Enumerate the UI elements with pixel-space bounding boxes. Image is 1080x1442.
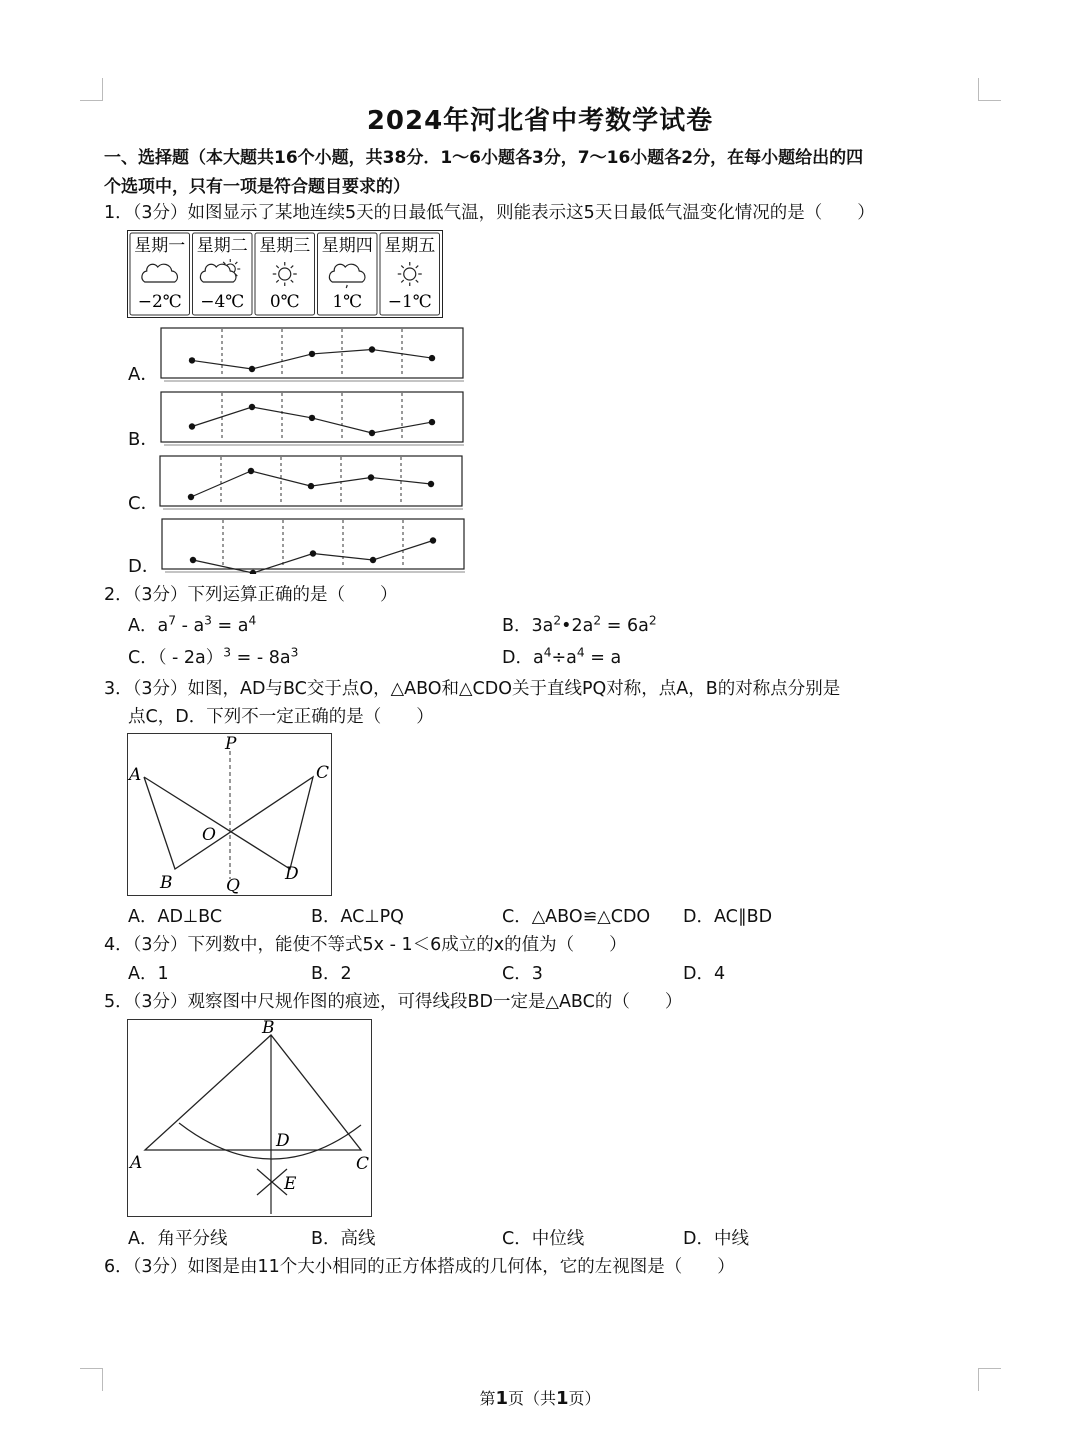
partly-sunny-icon (200, 259, 240, 282)
weather-day-3 (255, 233, 315, 315)
q2-option-d (502, 644, 621, 669)
footer-mid: 页（共 (507, 1389, 556, 1408)
q1-option-d-label: D． (128, 556, 160, 577)
label-b: B (160, 873, 173, 893)
question-4-text: 4．（3分）下列数中，能使不等式5x - 1＜6成立的x的值为（ ） (104, 935, 627, 955)
bowtie-triangles (144, 777, 313, 869)
q2-a-result: = a (211, 616, 249, 636)
weather-day-1 (130, 233, 190, 315)
label-e: E (284, 1174, 297, 1194)
q2-c-base: C．（ - 2a） (128, 648, 224, 668)
weather-day-5 (380, 233, 440, 315)
graph-frame (160, 456, 462, 506)
weather-day-2 (193, 233, 253, 315)
graph-point (429, 419, 435, 425)
label-d: D (276, 1131, 290, 1151)
graph-point (430, 537, 436, 543)
q1-graph-c (159, 455, 465, 515)
graph-point (309, 351, 315, 357)
q2-b-exp1: 2 (553, 613, 562, 628)
page-footer (0, 1386, 1080, 1409)
rain-cloud-icon (329, 264, 365, 288)
graph-point (370, 557, 376, 563)
q2-a-mid: - a (176, 616, 205, 636)
footer-pre: 第 (479, 1389, 496, 1408)
label-p: P (225, 734, 237, 754)
q2-b-result: = 6a (601, 616, 649, 636)
weather-day-name: 星期四 (321, 236, 373, 256)
crop-mark-top-right (978, 78, 1001, 101)
q2-option-c (128, 644, 298, 669)
q2-a-base: A．a (128, 616, 169, 636)
q4-option-b: B．2 (311, 964, 352, 984)
weather-day-name: 星期三 (259, 236, 311, 256)
footer-post: 页） (568, 1389, 601, 1408)
question-6-text: 6．（3分）如图是由11个大小相同的正方体搭成的几何体，它的左视图是（ ） (104, 1257, 735, 1277)
q2-a-exp1: 7 (168, 613, 176, 628)
graph-point (429, 355, 435, 361)
q2-d-exp2: 4 (576, 645, 585, 660)
question-5-text: 5．（3分）观察图中尺规作图的痕迹，可得线段BD一定是△ABC的（ ） (104, 992, 683, 1012)
construction-arc (179, 1123, 361, 1159)
weather-panel (127, 230, 443, 320)
graph-frame (162, 519, 464, 569)
q3-option-c: C．△ABO≌△CDO (502, 907, 651, 927)
q1-graph-a (160, 327, 466, 387)
q1-option-b-label: B． (128, 429, 159, 450)
q3-option-d: D．AC∥BD (683, 907, 773, 927)
q2-b-exp2: 2 (593, 613, 602, 628)
q4-option-a: A．1 (128, 964, 169, 984)
q2-c-result: = - 8a (231, 648, 291, 668)
weather-day-temp: −1℃ (387, 292, 432, 312)
graph-point (189, 357, 195, 363)
weather-day-name: 星期五 (384, 236, 436, 256)
q2-d-mid: ÷a (551, 648, 577, 668)
graph-point (249, 366, 255, 372)
q2-a-exp2: 3 (204, 613, 212, 628)
q1-graph-d (161, 518, 467, 578)
weather-day-temp: 0℃ (269, 292, 300, 312)
weather-day-temp: −2℃ (137, 292, 182, 312)
weather-day-temp: −4℃ (200, 292, 245, 312)
weather-figure (127, 230, 443, 324)
graph-point (369, 346, 375, 352)
q1-option-c-label: C． (128, 493, 159, 514)
graph-point (428, 481, 434, 487)
q2-d-base: D．a (502, 648, 544, 668)
graph-point (309, 415, 315, 421)
q5-option-c: C．中位线 (502, 1229, 585, 1249)
q4-option-c: C．3 (502, 964, 543, 984)
q5-option-b: B．高线 (311, 1229, 376, 1249)
q2-option-b (502, 612, 657, 637)
weather-day-name: 星期二 (196, 236, 248, 256)
q3-option-b: B．AC⊥PQ (311, 907, 404, 927)
q2-b-exp3: 2 (648, 613, 657, 628)
crop-mark-top-left (80, 78, 103, 101)
sun-icon (398, 262, 422, 286)
graph-point (188, 494, 194, 500)
q1-option-a-label: A． (128, 364, 159, 385)
weather-day-name: 星期一 (134, 236, 186, 256)
q5-option-a: A．角平分线 (128, 1229, 228, 1249)
q2-b-base: B．3a (502, 616, 554, 636)
cloud-icon (142, 264, 178, 282)
section-heading-line2: 个选项中，只有一项是符合题目要求的） (104, 177, 410, 197)
graph-point (189, 423, 195, 429)
section-heading-line1: 一、选择题（本大题共16个小题，共38分．1～6小题各3分，7～16小题各2分，在每小题给出的四 (104, 148, 864, 168)
weather-day-temp: 1℃ (332, 292, 363, 312)
graph-point (190, 557, 196, 563)
q5-option-d: D．中线 (683, 1229, 749, 1249)
weather-day-4 (318, 233, 378, 315)
q4-option-d: D．4 (683, 964, 726, 984)
q2-option-a (128, 612, 256, 637)
q2-b-mid: •2a (561, 616, 594, 636)
q5-figure (127, 1019, 373, 1223)
q3-figure (127, 733, 333, 901)
question-3-line2: 点C，D．下列不一定正确的是（ ） (128, 707, 434, 727)
label-a: A (129, 765, 142, 785)
q3-option-a: A．AD⊥BC (128, 907, 223, 927)
label-c: C (356, 1154, 370, 1174)
q2-d-exp1: 4 (543, 645, 552, 660)
footer-total-pages: 1 (556, 1388, 569, 1409)
question-1-text: 1．（3分）如图显示了某地连续5天的日最低气温，则能表示这5天日最低气温变化情况的是（ ） (104, 203, 875, 223)
label-a: A (130, 1153, 143, 1173)
graph-point (368, 474, 374, 480)
label-b: B (262, 1019, 275, 1038)
q1-graph-b (160, 391, 466, 451)
question-3-line1: 3．（3分）如图，AD与BC交于点O，△ABO和△CDO关于直线PQ对称，点A，B的对称点分别是 (104, 679, 841, 699)
label-d: D (285, 864, 299, 884)
triangle-abc (145, 1035, 361, 1150)
footer-page-number: 1 (495, 1388, 508, 1409)
q2-a-exp3: 4 (248, 613, 257, 628)
question-2-text: 2．（3分）下列运算正确的是（ ） (104, 585, 398, 605)
sun-icon (273, 262, 297, 286)
graph-point (308, 483, 314, 489)
q2-c-exp2: 3 (290, 645, 299, 660)
label-q: Q (226, 876, 240, 896)
graph-point (250, 570, 256, 574)
label-c: C (316, 763, 330, 783)
graph-point (249, 404, 255, 410)
graph-point (310, 550, 316, 556)
graph-point (248, 468, 254, 474)
graph-line (193, 541, 433, 574)
page-title: 2024年河北省中考数学试卷 (366, 106, 714, 136)
q5-figure-frame (128, 1020, 372, 1217)
q2-c-exp1: 3 (223, 645, 232, 660)
label-o: O (202, 825, 216, 845)
graph-point (369, 430, 375, 436)
q2-d-result: = a (584, 648, 622, 668)
